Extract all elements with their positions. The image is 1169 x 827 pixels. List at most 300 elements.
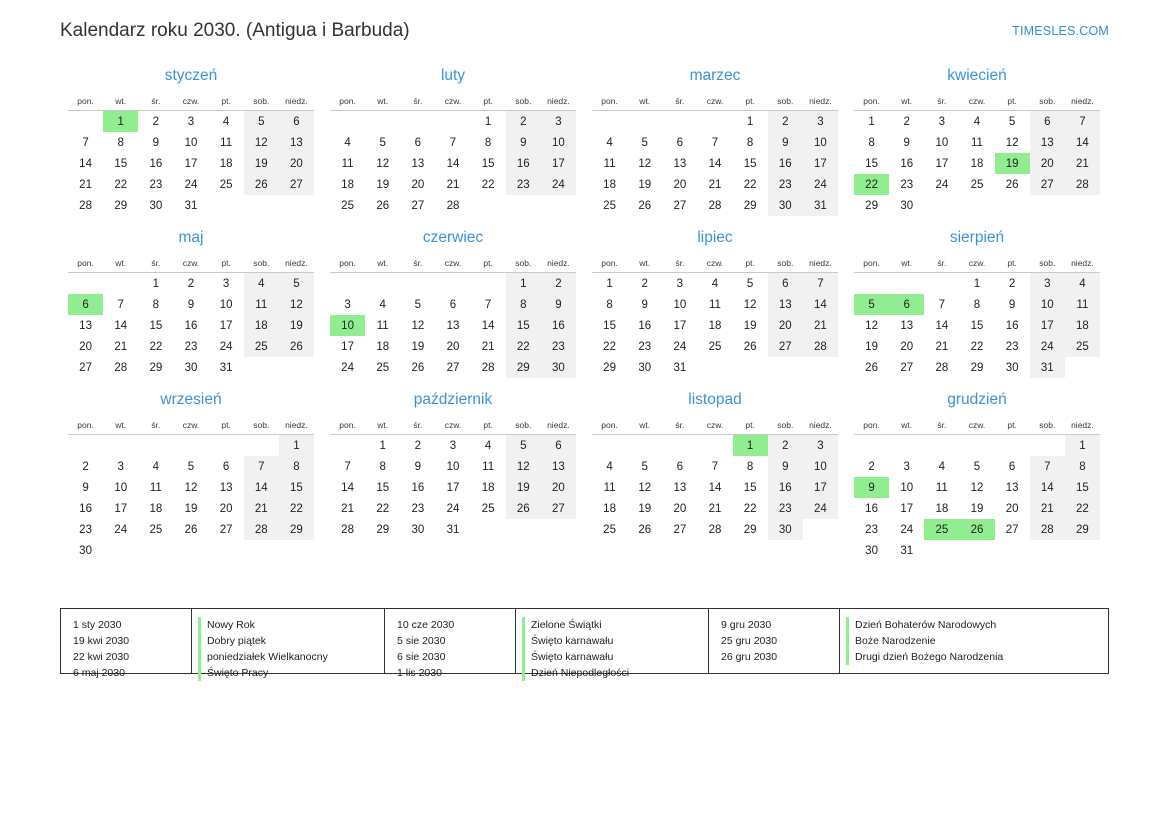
day-cell[interactable]: 27 (446, 361, 460, 374)
day-cell[interactable]: 20 (541, 477, 576, 498)
day-cell[interactable]: 13 (79, 319, 92, 332)
day-cell[interactable]: 25 (149, 523, 163, 536)
day-cell[interactable]: 27 (768, 336, 803, 357)
day-cell[interactable]: 17 (900, 502, 914, 515)
day-cell[interactable]: 28 (708, 199, 722, 212)
day-cell[interactable]: 8 (973, 298, 981, 311)
day-cell[interactable]: 3 (222, 277, 230, 290)
day-cell[interactable]: 16 (768, 153, 803, 174)
day-cell[interactable]: 7 (803, 273, 838, 295)
day-cell[interactable]: 19 (743, 319, 757, 332)
day-cell[interactable]: 17 (219, 319, 233, 332)
day-cell[interactable]: 15 (279, 477, 314, 498)
day-cell[interactable]: 22 (506, 336, 541, 357)
day-cell[interactable]: 7 (244, 456, 279, 477)
day-cell[interactable]: 26 (279, 336, 314, 357)
day-cell[interactable]: 24 (541, 174, 576, 195)
day-cell[interactable]: 15 (506, 315, 541, 336)
day-cell[interactable]: 15 (149, 319, 163, 332)
day-cell[interactable]: 20 (768, 315, 803, 336)
day-cell[interactable]: 1 (484, 115, 492, 128)
day-cell[interactable]: 14 (481, 319, 495, 332)
day-cell[interactable]: 23 (541, 336, 576, 357)
day-cell[interactable]: 10 (900, 481, 914, 494)
day-cell[interactable]: 22 (481, 178, 495, 191)
day-cell[interactable]: 5 (379, 136, 386, 149)
day-cell[interactable]: 1 (973, 277, 981, 290)
day-cell[interactable]: 25 (603, 199, 616, 212)
day-cell[interactable]: 11 (220, 136, 233, 149)
day-cell[interactable]: 20 (279, 153, 314, 174)
day-cell[interactable]: 30 (865, 544, 878, 557)
day-cell[interactable]: 4 (484, 439, 492, 452)
day-cell[interactable]: 29 (376, 523, 390, 536)
day-cell-holiday[interactable]: 1 (733, 435, 768, 457)
day-cell[interactable]: 24 (341, 361, 354, 374)
day-cell[interactable]: 8 (1065, 456, 1100, 477)
day-cell[interactable]: 29 (865, 199, 878, 212)
day-cell[interactable]: 23 (768, 174, 803, 195)
day-cell[interactable]: 28 (935, 361, 949, 374)
day-cell[interactable]: 27 (900, 361, 914, 374)
day-cell[interactable]: 10 (219, 298, 233, 311)
day-cell[interactable]: 28 (481, 361, 495, 374)
day-cell[interactable]: 8 (506, 294, 541, 315)
day-cell[interactable]: 19 (376, 178, 390, 191)
day-cell[interactable]: 2 (414, 439, 422, 452)
day-cell[interactable]: 13 (673, 157, 687, 170)
day-cell[interactable]: 7 (1065, 111, 1100, 133)
day-cell[interactable]: 29 (279, 519, 314, 540)
day-cell[interactable]: 3 (938, 115, 946, 128)
day-cell[interactable]: 24 (673, 340, 687, 353)
day-cell[interactable]: 12 (638, 481, 652, 494)
day-cell[interactable]: 30 (768, 519, 803, 540)
day-cell[interactable]: 15 (1065, 477, 1100, 498)
day-cell[interactable]: 2 (1008, 277, 1016, 290)
day-cell[interactable]: 13 (446, 319, 460, 332)
day-cell[interactable]: 7 (711, 136, 719, 149)
day-cell[interactable]: 18 (341, 178, 354, 191)
day-cell[interactable]: 18 (376, 340, 390, 353)
day-cell[interactable]: 23 (1005, 340, 1019, 353)
day-cell[interactable]: 24 (900, 523, 914, 536)
day-cell[interactable]: 20 (900, 340, 914, 353)
day-cell[interactable]: 12 (279, 294, 314, 315)
day-cell[interactable]: 20 (79, 340, 92, 353)
day-cell[interactable]: 30 (1005, 361, 1019, 374)
day-cell[interactable]: 14 (803, 294, 838, 315)
day-cell[interactable]: 24 (184, 178, 198, 191)
day-cell[interactable]: 25 (481, 502, 495, 515)
day-cell[interactable]: 5 (1008, 115, 1016, 128)
day-cell[interactable]: 2 (903, 115, 910, 128)
day-cell[interactable]: 4 (606, 136, 613, 149)
day-cell-holiday[interactable]: 19 (995, 153, 1030, 174)
day-cell[interactable]: 27 (541, 498, 576, 519)
day-cell[interactable]: 16 (506, 153, 541, 174)
day-cell[interactable]: 6 (279, 111, 314, 133)
day-cell[interactable]: 23 (506, 174, 541, 195)
day-cell[interactable]: 14 (708, 157, 722, 170)
day-cell[interactable]: 14 (1065, 132, 1100, 153)
day-cell-holiday[interactable]: 9 (854, 477, 889, 498)
day-cell[interactable]: 7 (344, 460, 351, 473)
day-cell[interactable]: 10 (114, 481, 128, 494)
day-cell[interactable]: 19 (244, 153, 279, 174)
day-cell[interactable]: 10 (184, 136, 198, 149)
day-cell[interactable]: 1 (506, 273, 541, 295)
day-cell[interactable]: 12 (1005, 136, 1019, 149)
day-cell-holiday[interactable]: 1 (103, 111, 138, 133)
day-cell[interactable]: 16 (184, 319, 198, 332)
day-cell[interactable]: 5 (187, 460, 195, 473)
day-cell[interactable]: 18 (1065, 315, 1100, 336)
day-cell[interactable]: 15 (376, 481, 390, 494)
day-cell[interactable]: 11 (482, 460, 495, 473)
day-cell[interactable]: 17 (803, 153, 838, 174)
day-cell[interactable]: 31 (803, 195, 838, 216)
day-cell[interactable]: 27 (411, 199, 425, 212)
day-cell[interactable]: 26 (638, 199, 652, 212)
day-cell[interactable]: 31 (1030, 357, 1065, 378)
day-cell[interactable]: 27 (219, 523, 233, 536)
day-cell[interactable]: 26 (411, 361, 425, 374)
day-cell[interactable]: 23 (411, 502, 425, 515)
day-cell[interactable]: 13 (900, 319, 914, 332)
day-cell[interactable]: 1 (279, 435, 314, 457)
day-cell[interactable]: 2 (152, 115, 160, 128)
day-cell[interactable]: 3 (903, 460, 910, 473)
day-cell[interactable]: 21 (1030, 498, 1065, 519)
day-cell[interactable]: 8 (868, 136, 875, 149)
day-cell[interactable]: 9 (541, 294, 576, 315)
day-cell[interactable]: 30 (541, 357, 576, 378)
day-cell[interactable]: 29 (114, 199, 128, 212)
day-cell-holiday[interactable]: 6 (889, 294, 924, 315)
day-cell[interactable]: 21 (708, 178, 722, 191)
day-cell[interactable]: 8 (379, 460, 386, 473)
day-cell[interactable]: 18 (481, 481, 495, 494)
day-cell[interactable]: 12 (411, 319, 425, 332)
day-cell[interactable]: 23 (768, 498, 803, 519)
day-cell[interactable]: 16 (638, 319, 652, 332)
day-cell[interactable]: 26 (743, 340, 757, 353)
day-cell[interactable]: 19 (411, 340, 425, 353)
day-cell[interactable]: 25 (244, 336, 279, 357)
day-cell[interactable]: 10 (935, 136, 949, 149)
day-cell[interactable]: 26 (638, 523, 652, 536)
day-cell[interactable]: 12 (506, 456, 541, 477)
day-cell[interactable]: 19 (506, 477, 541, 498)
day-cell[interactable]: 11 (149, 481, 162, 494)
day-cell[interactable]: 12 (184, 481, 198, 494)
day-cell[interactable]: 23 (184, 340, 198, 353)
day-cell[interactable]: 18 (244, 315, 279, 336)
day-cell[interactable]: 28 (244, 519, 279, 540)
day-cell[interactable]: 26 (506, 498, 541, 519)
day-cell-holiday[interactable]: 25 (924, 519, 959, 540)
day-cell[interactable]: 4 (606, 460, 613, 473)
day-cell[interactable]: 6 (449, 298, 457, 311)
day-cell[interactable]: 9 (414, 460, 422, 473)
day-cell[interactable]: 9 (1008, 298, 1016, 311)
day-cell[interactable]: 28 (1065, 174, 1100, 195)
day-cell[interactable]: 18 (603, 502, 616, 515)
day-cell[interactable]: 17 (184, 157, 198, 170)
day-cell[interactable]: 21 (708, 502, 722, 515)
day-cell[interactable]: 20 (1005, 502, 1019, 515)
day-cell[interactable]: 21 (481, 340, 495, 353)
day-cell[interactable]: 14 (1030, 477, 1065, 498)
day-cell[interactable]: 3 (803, 435, 838, 457)
day-cell[interactable]: 17 (114, 502, 128, 515)
day-cell[interactable]: 4 (973, 115, 981, 128)
day-cell[interactable]: 2 (768, 111, 803, 133)
day-cell[interactable]: 5 (279, 273, 314, 295)
day-cell-holiday[interactable]: 6 (68, 294, 103, 315)
day-cell[interactable]: 27 (1030, 174, 1065, 195)
day-cell[interactable]: 31 (219, 361, 233, 374)
day-cell[interactable]: 5 (641, 460, 648, 473)
day-cell[interactable]: 22 (970, 340, 984, 353)
day-cell[interactable]: 2 (868, 460, 875, 473)
day-cell[interactable]: 30 (149, 199, 163, 212)
day-cell[interactable]: 3 (344, 298, 351, 311)
day-cell[interactable]: 14 (341, 481, 354, 494)
day-cell[interactable]: 22 (114, 178, 128, 191)
day-cell[interactable]: 18 (935, 502, 949, 515)
day-cell[interactable]: 1 (379, 439, 386, 452)
day-cell[interactable]: 16 (411, 481, 425, 494)
day-cell[interactable]: 12 (970, 481, 984, 494)
day-cell[interactable]: 13 (541, 456, 576, 477)
day-cell-holiday[interactable]: 26 (959, 519, 994, 540)
day-cell[interactable]: 20 (411, 178, 425, 191)
day-cell[interactable]: 8 (117, 136, 124, 149)
day-cell[interactable]: 28 (79, 199, 92, 212)
day-cell[interactable]: 7 (117, 298, 124, 311)
day-cell[interactable]: 11 (603, 481, 616, 494)
day-cell[interactable]: 4 (344, 136, 351, 149)
day-cell[interactable]: 11 (1065, 294, 1100, 315)
day-cell[interactable]: 4 (938, 460, 946, 473)
day-cell[interactable]: 11 (603, 157, 616, 170)
day-cell[interactable]: 24 (1030, 336, 1065, 357)
day-cell[interactable]: 17 (1030, 315, 1065, 336)
day-cell[interactable]: 28 (1030, 519, 1065, 540)
day-cell[interactable]: 7 (449, 136, 457, 149)
day-cell[interactable]: 9 (768, 132, 803, 153)
day-cell[interactable]: 17 (673, 319, 687, 332)
day-cell[interactable]: 6 (1030, 111, 1065, 133)
day-cell[interactable]: 29 (743, 523, 757, 536)
day-cell[interactable]: 14 (79, 157, 92, 170)
day-cell[interactable]: 8 (484, 136, 492, 149)
day-cell[interactable]: 12 (244, 132, 279, 153)
day-cell[interactable]: 24 (446, 502, 460, 515)
day-cell[interactable]: 22 (1065, 498, 1100, 519)
day-cell[interactable]: 7 (82, 136, 89, 149)
day-cell[interactable]: 25 (708, 340, 722, 353)
day-cell[interactable]: 3 (1030, 273, 1065, 295)
day-cell[interactable]: 13 (673, 481, 687, 494)
day-cell[interactable]: 25 (376, 361, 390, 374)
day-cell-holiday[interactable]: 22 (854, 174, 889, 195)
day-cell[interactable]: 19 (638, 502, 652, 515)
day-cell[interactable]: 10 (673, 298, 687, 311)
day-cell[interactable]: 28 (708, 523, 722, 536)
day-cell[interactable]: 10 (1030, 294, 1065, 315)
day-cell[interactable]: 8 (746, 460, 754, 473)
day-cell[interactable]: 16 (1005, 319, 1019, 332)
day-cell[interactable]: 22 (603, 340, 616, 353)
day-cell[interactable]: 24 (803, 498, 838, 519)
day-cell[interactable]: 24 (935, 178, 949, 191)
day-cell[interactable]: 6 (676, 460, 684, 473)
day-cell[interactable]: 16 (541, 315, 576, 336)
day-cell[interactable]: 3 (676, 277, 684, 290)
day-cell[interactable]: 3 (117, 460, 124, 473)
day-cell[interactable]: 21 (114, 340, 128, 353)
day-cell[interactable]: 20 (219, 502, 233, 515)
day-cell[interactable]: 10 (541, 132, 576, 153)
day-cell[interactable]: 18 (149, 502, 163, 515)
day-cell[interactable]: 29 (970, 361, 984, 374)
day-cell[interactable]: 28 (446, 199, 460, 212)
day-cell[interactable]: 10 (446, 460, 460, 473)
day-cell[interactable]: 19 (184, 502, 198, 515)
day-cell[interactable]: 18 (708, 319, 722, 332)
day-cell[interactable]: 7 (484, 298, 492, 311)
day-cell[interactable]: 25 (219, 178, 233, 191)
day-cell[interactable]: 1 (1065, 435, 1100, 457)
day-cell[interactable]: 31 (446, 523, 460, 536)
day-cell[interactable]: 14 (708, 481, 722, 494)
day-cell[interactable]: 4 (711, 277, 719, 290)
day-cell[interactable]: 26 (184, 523, 198, 536)
day-cell[interactable]: 1 (746, 115, 754, 128)
day-cell[interactable]: 24 (219, 340, 233, 353)
day-cell[interactable]: 22 (279, 498, 314, 519)
day-cell[interactable]: 2 (82, 460, 89, 473)
day-cell[interactable]: 8 (606, 298, 613, 311)
day-cell[interactable]: 25 (970, 178, 984, 191)
day-cell[interactable]: 23 (149, 178, 163, 191)
day-cell[interactable]: 28 (803, 336, 838, 357)
day-cell[interactable]: 20 (673, 502, 687, 515)
day-cell[interactable]: 18 (970, 157, 984, 170)
day-cell[interactable]: 22 (376, 502, 390, 515)
day-cell[interactable]: 2 (641, 277, 648, 290)
day-cell[interactable]: 15 (481, 157, 495, 170)
day-cell[interactable]: 14 (244, 477, 279, 498)
day-cell[interactable]: 21 (803, 315, 838, 336)
day-cell[interactable]: 2 (541, 273, 576, 295)
day-cell[interactable]: 2 (187, 277, 195, 290)
day-cell[interactable]: 26 (376, 199, 390, 212)
day-cell[interactable]: 16 (768, 477, 803, 498)
day-cell[interactable]: 13 (279, 132, 314, 153)
day-cell[interactable]: 8 (746, 136, 754, 149)
day-cell[interactable]: 16 (149, 157, 163, 170)
day-cell[interactable]: 12 (376, 157, 390, 170)
day-cell[interactable]: 2 (506, 111, 541, 133)
day-cell[interactable]: 6 (414, 136, 422, 149)
day-cell[interactable]: 14 (935, 319, 949, 332)
day-cell[interactable]: 3 (187, 115, 195, 128)
day-cell[interactable]: 31 (900, 544, 914, 557)
day-cell[interactable]: 6 (222, 460, 230, 473)
day-cell[interactable]: 22 (743, 178, 757, 191)
day-cell[interactable]: 17 (935, 157, 949, 170)
day-cell[interactable]: 21 (446, 178, 460, 191)
day-cell[interactable]: 24 (114, 523, 128, 536)
day-cell[interactable]: 28 (114, 361, 128, 374)
day-cell[interactable]: 27 (279, 174, 314, 195)
day-cell[interactable]: 16 (865, 502, 878, 515)
day-cell[interactable]: 26 (1005, 178, 1019, 191)
site-brand[interactable]: TIMESLES.COM (1012, 24, 1109, 38)
day-cell[interactable]: 30 (768, 195, 803, 216)
day-cell[interactable]: 8 (279, 456, 314, 477)
day-cell[interactable]: 11 (376, 319, 389, 332)
day-cell[interactable]: 17 (446, 481, 460, 494)
day-cell[interactable]: 11 (935, 481, 948, 494)
day-cell[interactable]: 16 (79, 502, 92, 515)
day-cell[interactable]: 20 (446, 340, 460, 353)
day-cell[interactable]: 4 (152, 460, 160, 473)
day-cell[interactable]: 12 (865, 319, 878, 332)
day-cell[interactable]: 9 (768, 456, 803, 477)
day-cell[interactable]: 19 (638, 178, 652, 191)
day-cell[interactable]: 4 (379, 298, 386, 311)
day-cell[interactable]: 13 (1005, 481, 1019, 494)
day-cell[interactable]: 9 (187, 298, 195, 311)
day-cell[interactable]: 30 (900, 199, 914, 212)
day-cell[interactable]: 9 (82, 481, 89, 494)
day-cell[interactable]: 11 (709, 298, 721, 311)
day-cell[interactable]: 13 (411, 157, 425, 170)
day-cell[interactable]: 15 (114, 157, 128, 170)
day-cell[interactable]: 11 (341, 157, 354, 170)
day-cell[interactable]: 27 (1005, 523, 1019, 536)
day-cell[interactable]: 19 (865, 340, 878, 353)
day-cell[interactable]: 29 (1065, 519, 1100, 540)
day-cell[interactable]: 7 (711, 460, 719, 473)
day-cell[interactable]: 23 (79, 523, 92, 536)
day-cell[interactable]: 5 (746, 277, 754, 290)
day-cell[interactable]: 30 (79, 544, 92, 557)
day-cell[interactable]: 1 (868, 115, 875, 128)
day-cell[interactable]: 3 (449, 439, 457, 452)
day-cell[interactable]: 15 (743, 157, 757, 170)
day-cell[interactable]: 29 (506, 357, 541, 378)
day-cell[interactable]: 9 (641, 298, 648, 311)
day-cell[interactable]: 11 (971, 136, 983, 149)
day-cell[interactable]: 30 (638, 361, 652, 374)
day-cell[interactable]: 14 (446, 157, 460, 170)
day-cell[interactable]: 26 (244, 174, 279, 195)
day-cell[interactable]: 9 (903, 136, 910, 149)
day-cell-holiday[interactable]: 10 (330, 315, 365, 336)
day-cell[interactable]: 21 (79, 178, 92, 191)
day-cell[interactable]: 29 (603, 361, 616, 374)
day-cell[interactable]: 2 (768, 435, 803, 457)
day-cell[interactable]: 8 (152, 298, 160, 311)
day-cell[interactable]: 12 (743, 298, 757, 311)
day-cell[interactable]: 15 (970, 319, 984, 332)
